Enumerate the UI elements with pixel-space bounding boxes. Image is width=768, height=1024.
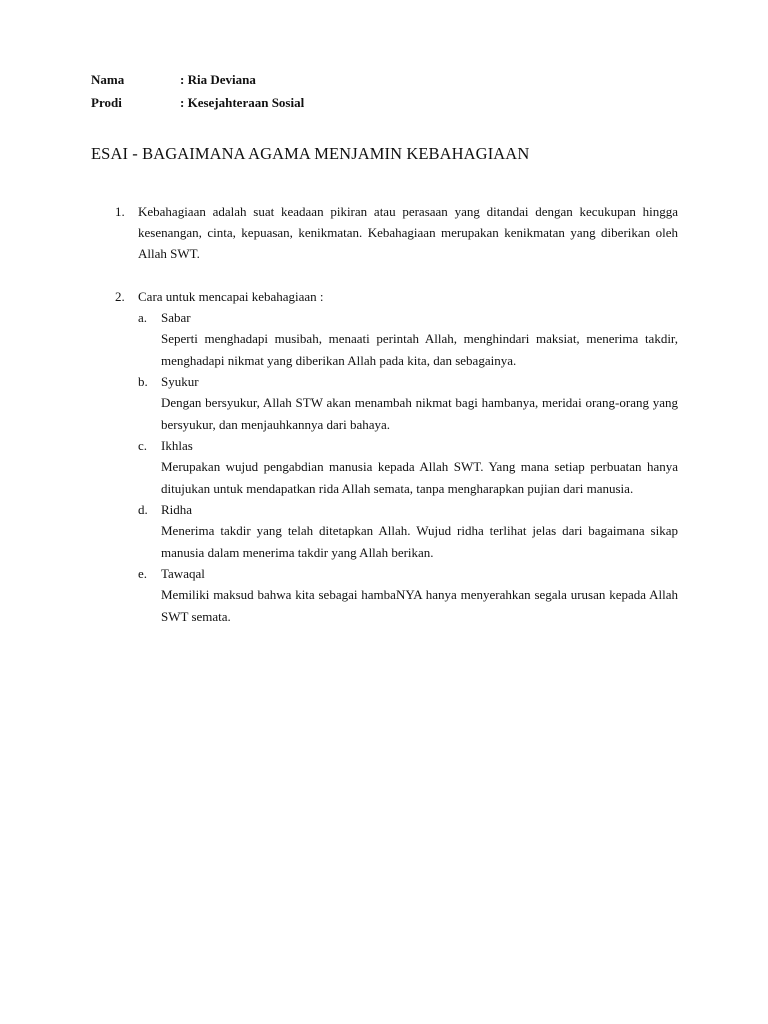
name-value: : Ria Deviana — [180, 72, 256, 87]
list-number: 2. — [115, 289, 125, 304]
subitem-heading: Ikhlas — [161, 438, 193, 453]
subitem-body: Menerima takdir yang telah ditetapkan Allah. Wujud ridha terlihat jelas dari bagaimana sikap manusia dalam menerima takdir yang Allah berikan. — [161, 523, 678, 560]
subitem-heading: Tawaqal — [161, 566, 205, 581]
subitem-body: Memiliki maksud bahwa kita sebagai hambaNYA hanya menyerahkan segala urusan kepada Allah SWT semata. — [161, 587, 678, 624]
document-title: ESAI - BAGAIMANA AGAMA MENJAMIN KEBAHAGIAAN — [91, 144, 530, 163]
subitem-heading: Syukur — [161, 374, 199, 389]
prodi-value: : Kesejahteraan Sosial — [180, 95, 305, 110]
subitem-letter: a. — [138, 310, 148, 325]
list-item-text: Cara untuk mencapai kebahagiaan : — [138, 289, 324, 304]
subitem-ikhlas — [138, 435, 680, 499]
subitem-letter: c. — [138, 438, 148, 453]
subitem-heading: Sabar — [161, 310, 191, 325]
subitem-body: Merupakan wujud pengabdian manusia kepada Allah SWT. Yang mana setiap perbuatan hanya ditujukan untuk mendapatkan rida Allah semata, tanpa mengharapkan pujian dari manusia. — [161, 459, 678, 496]
prodi-label: Prodi — [91, 95, 122, 110]
subitem-ridha — [138, 499, 680, 563]
prodi-row — [91, 95, 304, 111]
list-item-text: Kebahagiaan adalah suat keadaan pikiran atau perasaan yang ditandai dengan kecukupan hingga kesenangan, cinta, kepuasan, kenikmatan. Kebahagiaan merupakan kenikmatan yang diberikan oleh Allah SWT. — [138, 204, 678, 261]
list-number: 1. — [115, 204, 125, 219]
name-label: Nama — [91, 72, 125, 87]
subitem-sabar — [138, 307, 680, 371]
subitem-body: Dengan bersyukur, Allah STW akan menambah nikmat bagi hambanya, meridai orang-orang yang bersyukur, dan menjauhkannya dari bahaya. — [161, 395, 678, 432]
subitem-letter: e. — [138, 566, 148, 581]
subitem-syukur — [138, 371, 680, 435]
subitem-tawaqal — [138, 563, 680, 627]
subitem-heading: Ridha — [161, 502, 193, 517]
list-item-2 — [115, 286, 680, 627]
list-item-1 — [115, 201, 678, 264]
subitem-letter: b. — [138, 374, 148, 389]
subitem-body: Seperti menghadapi musibah, menaati perintah Allah, menghindari maksiat, menerima takdir, menghadapi nikmat yang diberikan Allah pada kita, dan sebagainya. — [161, 331, 678, 368]
subitem-letter: d. — [138, 502, 148, 517]
name-row — [91, 72, 256, 88]
